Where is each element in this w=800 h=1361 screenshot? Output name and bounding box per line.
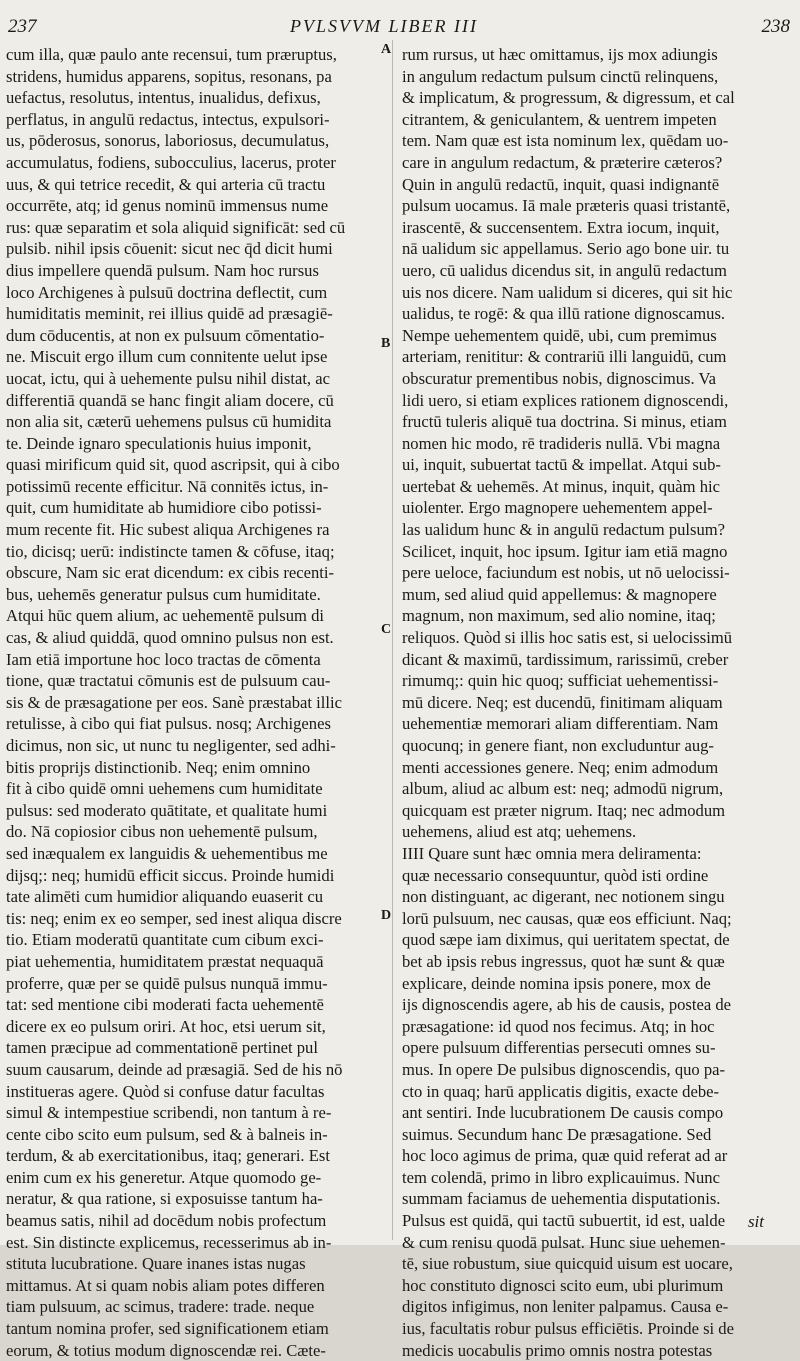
text-line: non alia sit, cæterū uehemens pulsus cū humidita [6,412,332,432]
text-line: fit à cibo quidē omni uehemens cum humiditate [6,779,323,799]
text-line: accumulatus, fodiens, subocculius, lacerus, proter [6,152,336,172]
text-line: arteriam, renititur: & contrariū illi languidū, cum [402,347,727,367]
text-line: cum illa, quæ paulo ante recensui, tum præruptus, [6,45,337,64]
left-page-number: 237 [8,16,37,37]
text-line: tate alimēti cum humidior aliquando euaserit cu [6,887,324,907]
text-line: retulisse, à cibo qui fiat pulsus. nosq; Archigenes [6,714,331,734]
text-line: neratur, & qua ratione, si exposuisse tantum ha- [6,1189,323,1209]
text-line: tione, quæ tractatui cōmunis est de pulsuum cau- [6,671,331,691]
text-line: uis nos dicere. Nam ualidum si diceres, qui sit hic [402,282,733,302]
text-line: piat uehementia, humiditatem præstat nequaquā [6,951,324,971]
text-line: ui, inquit, subuertat tactū & impellat. Atqui sub- [402,455,721,475]
text-line: loco Archigenes à pulsuū doctrina deflectit, cum [6,282,328,302]
text-line: tem colendā, primo in libro explicauimus. Nunc [402,1167,720,1187]
text-line: uus, & qui tetrice recedit, & qui arteria cū tractu [6,174,326,194]
text-line: perflatus, in angulū redactus, intectus, expulsori- [6,109,330,129]
text-line: Pulsus est quidā, qui tactū subuertit, id est, ualde [402,1211,726,1231]
text-line: suimus. Secundum hanc De præsagatione. Sed [402,1124,712,1144]
text-line: opere pulsuum differentias persecuti omnes su- [402,1038,716,1058]
text-line: reliquos. Quòd si illis hoc satis est, si uelocissimū [402,628,733,648]
text-line: nomen hic modo, rē tradideris nullā. Vbi magna [402,433,721,453]
text-line: rum rursus, ut hæc omittamus, ijs mox adiungis [402,45,718,64]
text-line: obscure, Nam sic erat dicendum: ex cibis recenti- [6,563,335,583]
text-line: album, aliud ac album est: neq; admodū nigrum, [402,779,724,799]
text-line: hoc constituto dignosci scito eum, ubi plurimum [402,1275,724,1295]
text-line: ualidus, te rogē: & qua illū ratione dignoscamus. [402,304,726,324]
text-line: stridens, humidus apparens, sopitus, resonans, pa [6,66,332,86]
text-line: nā ualidum sic appellamus. Serio ago bone uir. tu [402,239,730,259]
text-line: quod sæpe iam diximus, qui ueritatem spectat, de [402,930,730,950]
text-line: uiolenter. Ergo magnopere uehementem appel- [402,498,713,518]
text-line: pulsib. nihil ipsis cōuenit: sicut nec q̄d dicit humi [6,239,333,259]
text-line: bitis proprijs distinctionib. Neq; enim omnino [6,757,311,777]
text-line: uefactus, resolutus, intentus, inualidus, defixus, [6,88,321,108]
text-line: tio. Etiam moderatū quantitate cum cibum exci- [6,930,324,950]
text-line: us, pōderosus, sonorus, laboriosus, decumulatus, [6,131,330,151]
text-line: pere ueloce, faciundum est nobis, ut nō uelocissi- [402,563,730,583]
text-line: dius impellere quendā pulsum. Nam hoc rursus [6,260,319,280]
text-line: occurrēte, atq; id genus nominū immensus nume [6,196,329,216]
text-line: uero, cū ualidus dicendus sit, in angulū redactum [402,260,727,280]
text-line: dicimus, non sic, ut nunc tu negligenter, sed adhi- [6,736,336,755]
text-line: bus, uehemēs generatur pulsus cum humiditate. [6,584,321,604]
text-line: mum, sed aliud quid appellemus: & magnopere [402,584,717,604]
text-line: lorū pulsuum, nec causas, quæ eos efficiunt. Naq; [402,908,732,928]
text-line: in angulum redactum pulsum cinctū relinquens, [402,66,719,86]
margin-marker-b: B [381,336,391,351]
text-line: do. Nā copiosior cibus non uehementē pulsum, [6,822,318,842]
text-line: mittamus. At si quam nobis aliam potes differen [6,1275,325,1295]
margin-marker-c: C [381,622,392,637]
catchword: sit [747,1212,764,1231]
text-line: præsagatione: id quod nos fecimus. Atq; in hoc [402,1016,715,1036]
text-line: pulsum uocamus. Iā male præteris quasi tristantē, [402,196,731,216]
running-title: PVLSVVM LIBER III [290,16,478,36]
text-line: tamen præcipue ad commentationē pertinet pul [6,1038,318,1058]
text-line: tio, dicisq; uerū: indistincte tamen & cōfuse, itaq; [6,541,335,561]
text-line: simul & intempestiue scribendi, non tantum à re- [6,1103,332,1123]
text-line: quasi mirificum quid sit, quod ascripsit, qui à cibo [6,455,340,475]
text-line: explicare, deinde nomina ipsis ponere, mox de [402,973,711,993]
text-line: rus: quæ separatim et sola aliquid significāt: sed cū [6,217,346,237]
text-line: proferre, quæ per se quidē pulsus nunquā immu- [6,973,328,993]
text-line: quæ necessario consequuntur, quòd isti ordine [402,865,709,885]
text-line: eorum, & totius modum dignoscendæ rei. Cæte- [6,1340,326,1360]
text-line: tat: sed mentione cibi moderati facta uehementē [6,995,324,1015]
text-line: IIII Quare sunt hæc omnia mera deliramenta: [402,843,702,863]
left-text-column [6,44,376,1360]
text-line: mus. In opere De pulsibus dignoscendis, quo pa- [402,1059,726,1079]
text-line: tē, siue robustum, siue quicquid uisum est uocare, [402,1254,733,1274]
text-line: magnum, non maximum, sed alio nomine, itaq; [402,606,716,626]
text-line: las ualidum hunc & in angulū redactum pulsum? [402,520,726,540]
column-divider [392,40,393,1240]
text-line: est. Sin distincte explicemus, recesserimus ab in- [6,1232,332,1252]
text-line: rimumq;: quin hic quoq; sufficiat uehementissi- [402,671,719,691]
text-line: summam faciamus de uehementia disputationis. [402,1189,721,1209]
text-line: cente cibo scito eum pulsum, sed & à balneis in- [6,1124,328,1144]
text-line: menti accessiones genere. Neq; enim admodum [402,757,719,777]
text-line: Atqui hūc quem alium, ac uehementē pulsum di [6,606,324,626]
text-line: ant sentiri. Inde lucubrationem De causis compo [402,1103,724,1123]
text-line: uocat, ictu, qui à uehemente pulsu nihil distat, ac [6,368,330,388]
margin-marker-d: D [381,908,392,923]
text-line: citrantem, & geniculantem, & uentrem impeten [402,109,717,129]
text-line: Quin in angulū redactū, inquit, quasi indignantē [402,174,720,194]
text-line: ijs dignoscendis agere, ab his de causis, postea de [402,995,732,1015]
text-line: medicis uocabulis primo omnis nostra potestas [402,1340,713,1360]
text-line: stituta lucubratione. Quare inanes istas nugas [6,1254,306,1274]
text-line: suum causarum, deinde ad præsagiā. Sed de his nō [6,1059,343,1079]
text-line: & implicatum, & progressum, & digressum, et cal [402,88,735,108]
text-line: Nempe uehementem quidē, ubi, cum premimus [402,325,717,345]
text-line: dijsq;: neq; humidū efficit siccus. Proinde humidi [6,865,335,885]
text-line: lidi uero, si etiam explices rationem dignoscendi, [402,390,729,410]
text-line: irascentē, & succensentem. Extra iocum, inquit, [402,217,720,237]
text-line: & cum renisu quodā pulsat. Hunc siue uehemen- [402,1232,726,1252]
text-line: care in angulum redactum, & præterire cæteros? [402,152,723,172]
running-header [0,14,800,40]
text-line: pulsus: sed moderato quātitate, et qualitate humi [6,800,328,820]
text-line: fructū tuleris aliquē tua doctrina. Si minus, etiam [402,412,727,432]
text-line: humiditatis meminit, rei illius quidē ad præsagiē- [6,304,333,324]
text-line: uehementiæ memorari aliam differentiam. Nam [402,714,719,734]
text-line: institueras agere. Quòd si confuse datur facultas [6,1081,325,1101]
text-line: cto in quaq; harū applicatis digitis, exacte debe- [402,1081,720,1101]
text-line: mum recente fit. Hic subest aliqua Archigenes ra [6,520,330,540]
text-line: dicant & maximū, tardissimum, rarissimū, creber [402,649,729,669]
right-text-column [402,44,794,1360]
text-line: tem. Nam quæ est ista nominum lex, quēdam uo- [402,131,729,151]
text-line: potissimū recente efficitur. Nā connitēs ictus, in- [6,476,329,496]
text-line: uehemens, aliud est atq; uehemens. [402,822,637,842]
text-line: cas, & aliud quiddā, quod omnino pulsus non est. [6,628,334,648]
text-line: non distinguant, ac digerant, nec notionem singu [402,887,725,907]
text-line: Scilicet, inquit, hoc ipsum. Igitur iam etiā magno [402,541,728,561]
text-line: quocunq; in genere fiant, non excluduntur aug- [402,736,714,755]
text-line: ne. Miscuit ergo illum cum connitente uelut ipse [6,347,328,367]
text-line: tantum nomina profer, sed significationem etiam [6,1319,329,1339]
text-line: quit, cum humiditate ab humidiore cibo potissi- [6,498,322,518]
text-line: sed inæqualem ex languidis & uehementibus me [6,843,328,863]
text-line: bet ab ipsis rebus ingressus, quot hæ sunt & quæ [402,951,725,971]
text-line: mū dicere. Neq; est ducendū, finitimam aliquam [402,692,723,712]
text-line: beamus satis, nihil ad docēdum nobis profectum [6,1211,327,1231]
text-line: te. Deinde ignaro speculationis huius imponit, [6,433,312,453]
text-line: Iam etiā importune hoc loco tractas de cōmenta [6,649,321,669]
text-line: tiam pulsuum, ac scimus, tradere: trade. neque [6,1297,315,1317]
text-line: dum cōducentis, at non ex pulsuum cōmentatio- [6,325,325,345]
text-line: dicere ex eo pulsum oriri. At hoc, etsi uerum sit, [6,1016,326,1036]
text-line: ius, facultatis robur pulsus efficiētis. Proinde si de [402,1319,734,1339]
text-line: tis: neq; enim ex eo semper, sed inest aliqua discre [6,908,342,928]
text-line: sis & de præsagatione per eos. Sanè præstabat illic [6,692,342,712]
text-line: quicquam est præter nigrum. Itaq; nec admodum [402,800,726,820]
text-line: digitos infigimus, non leniter palpamus. Causa e- [402,1297,729,1317]
text-line: obscuratur prementibus nobis, dignoscimus. Va [402,368,717,388]
text-line: enim cum ex his generetur. Atque quomodo ge- [6,1167,322,1187]
right-page-number: 238 [761,16,790,37]
text-line: differentiā quandā se hanc fingit aliam docere, cū [6,390,334,410]
text-line: hoc loco agimus de prima, quæ quid referat ad ar [402,1146,728,1166]
margin-marker-a: A [381,42,392,57]
text-line: terdum, & ab exercitationibus, itaq; generari. Est [6,1146,330,1166]
text-line: uertebat & uehemēs. At minus, inquit, quàm hic [402,476,720,496]
